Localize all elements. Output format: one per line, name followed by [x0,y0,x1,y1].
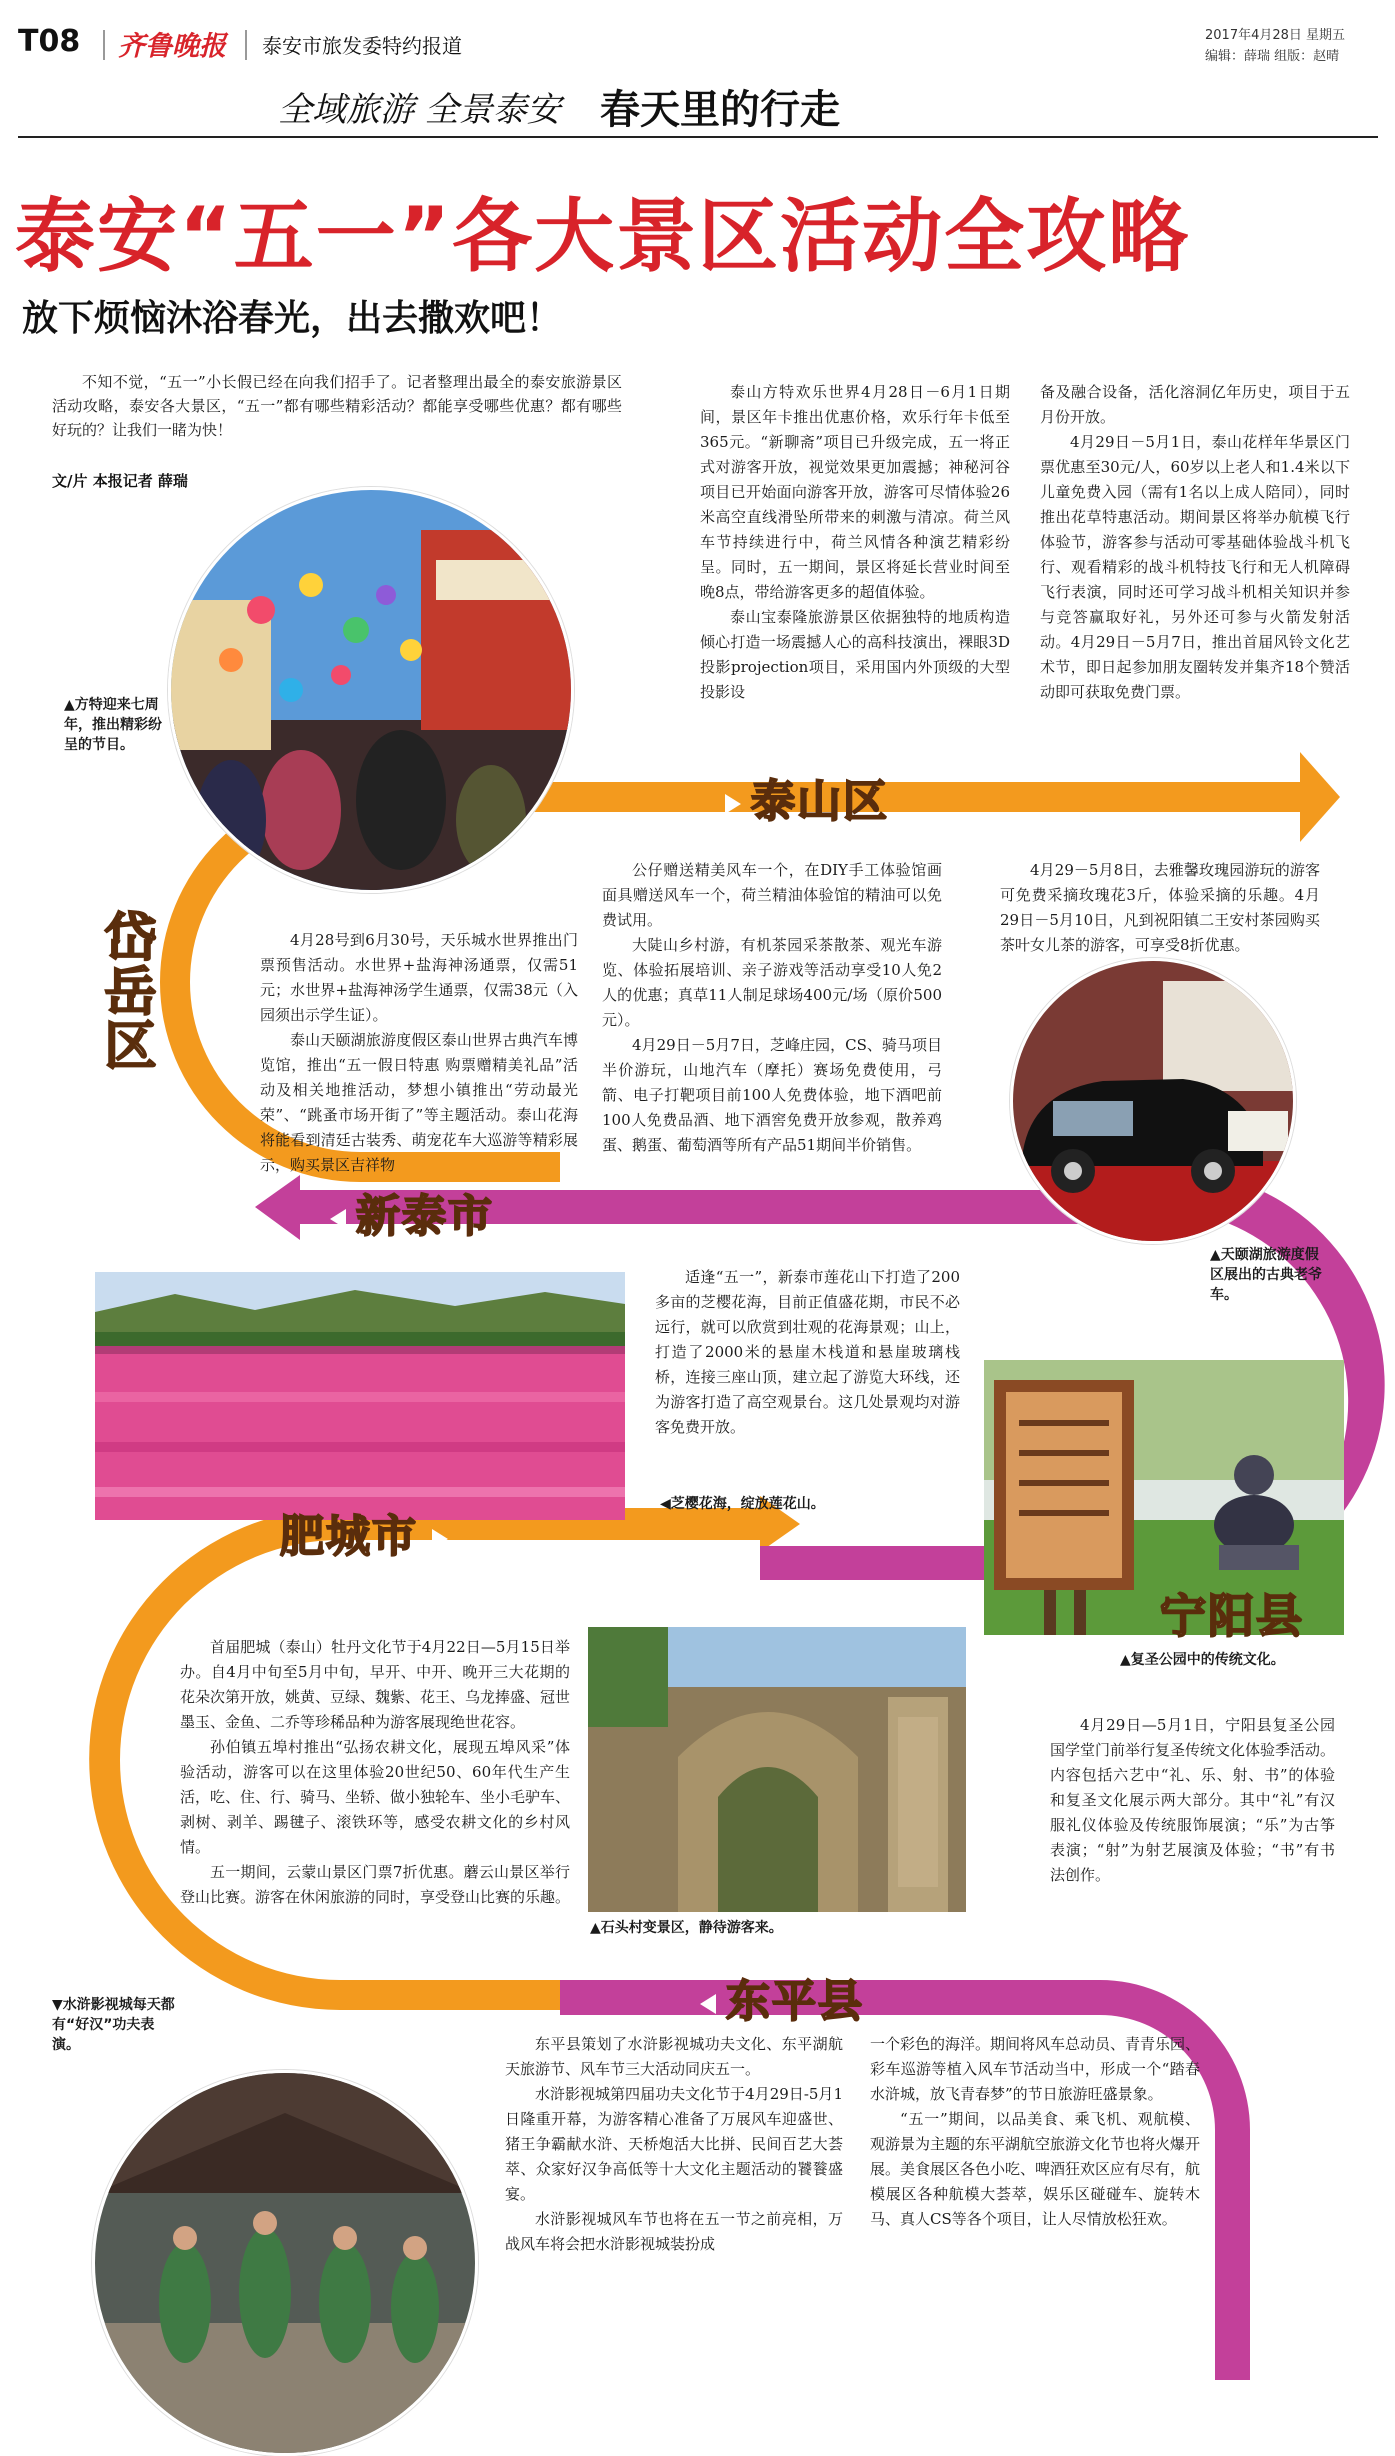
paragraph: 泰山方特欢乐世界4月28日－6月1日期间，景区年卡推出优惠价格，欢乐行年卡低至365元。“新聊斋”项目已升级完成，五一将正式对游客开放，视觉效果更加震撼；神秘河谷项目已开始面向游客开放，游客可尽情体验26米高空直线滑坠所带来的刺激与清凉。荷兰风车节持续进行中，荷兰风情各种演艺精彩纷呈。同时，五一期间，景区将延长营业时间至晚8点，带给游客更多的超值体验。 [700,383,1010,601]
paragraph: 4月29－5月8日，去雅馨玫瑰园游玩的游客可免费采摘玫瑰花3斤，体验采摘的乐趣。4月29日－5月10日，凡到祝阳镇二王安村茶园购买茶叶女儿茶的游客，可享受8折优惠。 [1000,861,1320,954]
car-photo-art [1013,961,1293,1241]
page-number: T08 [18,24,81,59]
taishan-column-2 [1040,380,1350,705]
paragraph: 泰山宝泰隆旅游景区依据独特的地质构造倾心打造一场震撼人心的高科技演出，裸眼3D投影projection项目，采用国内外顶级的大型投影设 [700,608,1010,701]
shuihu-photo-art [95,2073,475,2453]
byline: 文/片 本报记者 薛瑞 [52,472,188,490]
play-triangle-icon [432,1529,448,1549]
paragraph: 五一期间，云蒙山景区门票7折优惠。蘑云山景区举行登山比赛。游客在休闲旅游的同时，享受登山比赛的乐趣。 [180,1863,571,1906]
daiyue-column-3 [1000,858,1320,958]
daiyue-column-2 [602,858,942,1158]
fangte-caption: ▲方特迎来七周年，推出精彩纷呈的节目。 [64,697,162,753]
feicheng-column [180,1635,570,1910]
play-triangle-icon [725,794,741,814]
fangte-photo-art [171,490,571,890]
play-left-icon [330,1209,346,1229]
issue-date: 2017年4月28日 星期五 [1205,28,1346,43]
paragraph: 公仔赠送精美风车一个，在DIY手工体验馆画面具赠送风车一个，荷兰精油体验馆的精油可以免费试用。 [602,861,942,929]
shuihu-caption: ▼水浒影视城每天都有“好汉”功夫表演。 [52,1997,175,2053]
stone-photo-art [588,1627,966,1912]
paragraph: 大陡山乡村游，有机茶园采茶散茶、观光车游览、体验拓展培训、亲子游戏等活动享受10人免2人的优惠；真草11人制足球场400元/场（原价500元）。 [602,936,942,1029]
paragraph: 水浒影视城风车节也将在五一节之前亮相，万战风车将会把水浒影视城装扮成 [505,2210,843,2253]
stone-photo [588,1627,966,1912]
paragraph: 泰山天颐湖旅游度假区泰山世界古典汽车博览馆，推出“五一假日特惠 购票赠精美礼品”活动及相关地推活动，梦想小镇推出“劳动最光荣”、“跳蚤市场开街了”等主题活动。泰山花海将能看到清廷古装秀、萌宠花车大巡游等精彩展示，购买景区吉祥物 [260,1031,578,1174]
paragraph: 东平县策划了水浒影视城功夫文化、东平湖航天旅游节、风车节三大活动同庆五一。 [505,2035,843,2078]
column-title: 泰安市旅发委特约报道 [262,34,462,58]
flower-photo [95,1272,625,1520]
paragraph: 4月29日—5月1日，宁阳县复圣公园国学堂门前举行复圣传统文化体验季活动。内容包括六艺中“礼、乐、射、书”的体验和复圣文化展示两大部分。其中“礼”有汉服礼仪体验及传统服饰展演；“乐”为古筝表演；“射”为射艺展演及体验；“书”有书法创作。 [1050,1716,1336,1884]
fusheng-caption: ▲复圣公园中的传统文化。 [1120,1652,1285,1668]
paper-name-logo: 齐鲁晚报 [118,31,226,62]
slogan-script: 全域旅游 全景泰安 [278,90,561,130]
shuihu-photo [92,2070,478,2456]
section-label-dongping: 东平县 [700,1965,864,2029]
daiyue-column-1 [260,928,578,1178]
section-label-ningyang: 宁阳县 [1160,1589,1304,1643]
dongping-column-1 [505,2032,843,2257]
xintai-column [655,1265,960,1440]
section-label-taishan: 泰山区 [725,765,889,829]
stone-caption: ▲石头村变景区，静待游客来。 [590,1920,783,1936]
paragraph: 4月29日－5月1日，泰山花样年华景区门票优惠至30元/人，60岁以上老人和1.4米以下儿童免费入园（需有1名以上成人陪同），同时推出花草特惠活动。期间景区将举办航模飞行体验节，游客参与活动可零基础体验战斗机飞行、观看精彩的战斗机特技飞行和无人机障碍飞行表演，同时还可学习战斗机相关知识并参与竞答赢取好礼，另外还可参与火箭发射活动。4月29日－5月7日，推出首届风铃文化艺术节，即日起参加朋友圈转发并集齐18个赞活动即可获取免费门票。 [1040,433,1350,701]
ningyang-column [1050,1713,1335,1888]
paragraph: 水浒影视城第四届功夫文化节于4月29日-5月1日隆重开幕，为游客精心准备了万展风车迎盛世、猪王争霸献水浒、天桥炮活大比拼、民间百艺大荟萃、众家好汉争高低等十大文化主题活动的饕餮盛宴。 [505,2085,843,2203]
section-label-daiyue: 岱岳区 [95,910,155,1072]
car-caption: ▲天颐湖旅游度假区展出的古典老爷车。 [1210,1247,1322,1303]
editor-credit: 编辑：薛瑞 组版：赵晴 [1205,49,1340,64]
taishan-column-1 [700,380,1010,705]
car-photo [1010,958,1296,1244]
section-label-xintai: 新泰市 [330,1180,494,1244]
paragraph: 4月29日－5月7日，芝峰庄园，CS、骑马项目半价游玩，山地汽车（摩托）赛场免费使用，弓箭、电子打靶项目前100人免费体验，地下酒吧前100人免费品酒、地下酒窖免费开放参观，散养鸡蛋、鹅蛋、葡萄酒等所有产品51期间半价销售。 [602,1036,942,1154]
slogan-bold: 春天里的行走 [600,87,840,133]
flower-photo-art [95,1272,625,1520]
paragraph: “五一”期间，以品美食、乘飞机、观航模、观游景为主题的东平湖航空旅游文化节也将火爆开展。美食展区各色小吃、啤酒狂欢区应有尽有，航模展区各种航模大荟萃，娱乐区碰碰车、旋转木马、真人CS等各个项目，让人尽情放松狂欢。 [870,2110,1201,2228]
paragraph: 适逢“五一”，新泰市莲花山下打造了200多亩的芝樱花海，目前正值盛花期，市民不必远行，就可以欣赏到壮观的花海景观；山上，打造了2000米的悬崖木栈道和悬崖玻璃栈桥，连接三座山顶，建立起了游览大环线，还为游客打造了高空观景台。这几处景观均对游客免费开放。 [655,1268,960,1436]
ribbon-arrow-taishan [1300,752,1340,842]
headline: 泰安“五一”各大景区活动全攻略 [15,190,1191,283]
paragraph: 孙伯镇五埠村推出“弘扬农耕文化，展现五埠风采”体验活动，游客可以在这里体验20世纪50、60年代生产生活，吃、住、行、骑马、坐轿、做小独轮车、坐小毛驴车、剥树、剥羊、踢毽子、滚铁环等，感受农耕文化的乡村风情。 [180,1738,571,1856]
paragraph: 一个彩色的海洋。期间将风车总动员、青青乐园、彩车巡游等植入风车节活动当中，形成一个“踏春水浒城，放飞青春梦”的节日旅游旺盛景象。 [870,2035,1201,2103]
paragraph: 备及融合设备，活化溶洞亿年历史，项目于五月份开放。 [1040,383,1350,426]
lede [52,370,622,442]
flower-caption: ◀芝樱花海，绽放莲花山。 [660,1496,825,1512]
lede-text: 不知不觉，“五一”小长假已经在向我们招手了。记者整理出最全的泰安旅游景区活动攻略，泰安各大景区，“五一”都有哪些精彩活动？都能享受哪些优惠？都有哪些好玩的？让我们一睹为快！ [52,373,622,439]
dongping-column-2 [870,2032,1200,2232]
subhead: 放下烦恼沐浴春光，出去撒欢吧！ [22,298,563,339]
ribbon-arrow-xintai [255,1175,300,1240]
fangte-photo [168,487,574,893]
paragraph: 4月28号到6月30号，天乐城水世界推出门票预售活动。水世界+盐海神汤通票，仅需51元；水世界+盐海神汤学生通票，仅需38元（入园须出示学生证）。 [260,931,578,1024]
play-left-icon [700,1994,716,2014]
paragraph: 首届肥城（泰山）牡丹文化节于4月22日—5月15日举办。自4月中旬至5月中旬，早开、中开、晚开三大花期的花朵次第开放，姚黄、豆绿、魏紫、花王、乌龙捧盛、冠世墨玉、金鱼、二乔等珍稀品种为游客展现绝世花容。 [180,1638,571,1731]
section-label-feicheng: 肥城市 [280,1500,458,1564]
